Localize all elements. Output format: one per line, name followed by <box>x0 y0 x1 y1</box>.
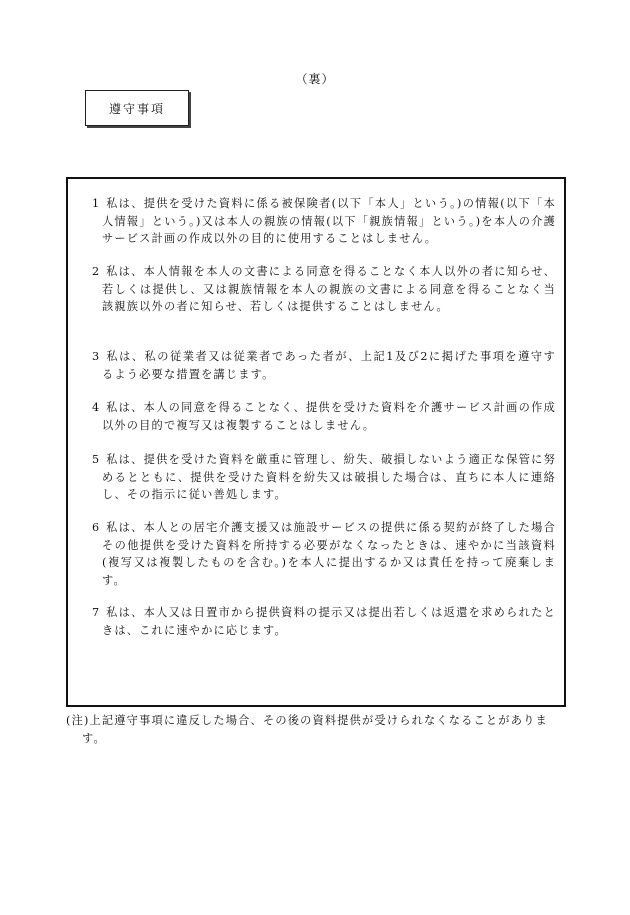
item-text: 私は、本人情報を本人の文書による同意を得ることなく本人以外の者に知らせ、若しくは提供し、又は親族情報を本人の親族の文書による同意を得ることなく当該親族以外の者に知らせ、若しくは提供することはしません。 <box>102 265 556 313</box>
item-number: 2 <box>92 265 101 278</box>
compliance-item-2 <box>92 263 556 316</box>
item-text: 私は、本人の同意を得ることなく、提供を受けた資料を介護サービス計画の作成以外の目的で複写又は複製することはしません。 <box>102 401 556 432</box>
compliance-items-box <box>66 177 566 707</box>
page-side-label: （裏） <box>295 72 335 86</box>
item-text: 私は、提供を受けた資料に係る被保険者(以下「本人」という。)の情報(以下「本人情報」という。)又は本人の親族の情報(以下「親族情報」という。)を本人の介護サービス計画の作成以外の目的に使用することはしません。 <box>102 197 556 245</box>
item-text: 私は、本人との居宅介護支援又は施設サービスの提供に係る契約が終了した場合その他提供を受けた資料を所持する必要がなくなったときは、速やかに当該資料(複写又は複製したものを含む。)を本人に提出するか又は責任を持って廃棄します。 <box>102 521 556 587</box>
document-title: 遵守事項 <box>85 90 189 126</box>
item-number: 4 <box>92 401 101 414</box>
compliance-item-6 <box>92 519 556 589</box>
compliance-item-7 <box>92 604 556 639</box>
item-number: 7 <box>92 606 101 619</box>
compliance-item-4 <box>92 399 556 434</box>
item-text: 私は、提供を受けた資料を厳重に管理し、紛失、破損しないよう適正な保管に努めるとともに、提供を受けた資料を紛失又は破損した場合は、直ちに本人に連絡し、その指示に従い善処します。 <box>102 453 556 501</box>
item-number: 6 <box>92 521 101 534</box>
item-text: 私は、私の従業者又は従業者であった者が、上記1及び2に掲げた事項を遵守するよう必要な措置を講じます。 <box>102 350 556 381</box>
footnote: (注)上記遵守事項に違反した場合、その後の資料提供が受けられなくなることがあります。 <box>66 714 548 745</box>
compliance-item-1 <box>92 195 556 248</box>
item-number: 3 <box>92 350 101 363</box>
item-number: 1 <box>92 197 101 210</box>
compliance-item-5 <box>92 451 556 504</box>
item-number: 5 <box>92 453 101 466</box>
compliance-item-3 <box>92 348 556 383</box>
item-text: 私は、本人又は日置市から提供資料の提示又は提出若しくは返還を求められたときは、これに速やかに応じます。 <box>102 606 556 637</box>
